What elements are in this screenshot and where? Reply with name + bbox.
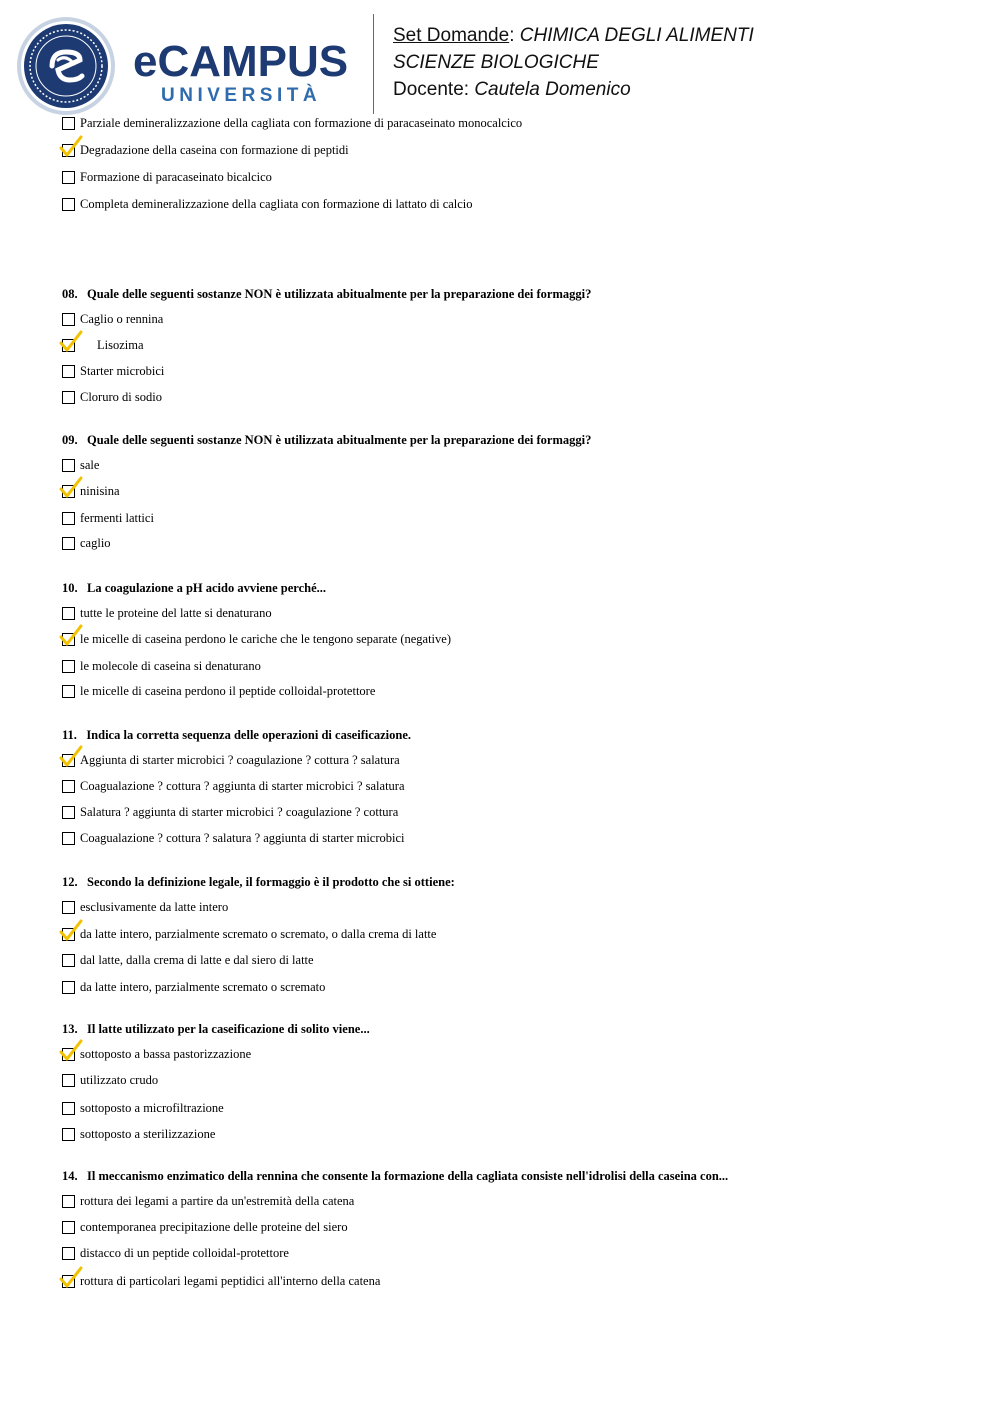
answer-option-text: contemporanea precipitazione delle proteine del siero (80, 1220, 348, 1234)
question-text: Quale delle seguenti sostanze NON è utilizzata abitualmente per la preparazione dei formaggi? (87, 287, 592, 301)
checkbox[interactable] (62, 607, 75, 620)
answer-option-text: ninisina (80, 484, 120, 498)
page-header (0, 0, 1000, 118)
answer-option-text: Completa demineralizzazione della cagliata con formazione di lattato di calcio (80, 197, 473, 211)
checkbox[interactable] (62, 901, 75, 914)
answer-option-text: Coagualazione ? cottura ? salatura ? aggiunta di starter microbici (80, 831, 405, 845)
answer-option-text: Formazione di paracaseinato bicalcico (80, 170, 272, 184)
answer-option-text: rottura di particolari legami peptidici all'interno della catena (80, 1274, 381, 1288)
brand-subtitle: UNIVERSITÀ (161, 85, 322, 106)
answer-option-text: Lisozima (97, 338, 144, 352)
question-title (62, 433, 591, 448)
question-number: 10. (62, 581, 78, 595)
checkbox[interactable] (62, 1221, 75, 1234)
question-text: Secondo la definizione legale, il formaggio è il prodotto che si ottiene: (87, 875, 455, 889)
docente-line (393, 76, 754, 103)
answer-option-text: esclusivamente da latte intero (80, 900, 229, 914)
answer-option-text: le micelle di caseina perdono le cariche che le tengono separate (negative) (80, 632, 451, 646)
question-text: Il meccanismo enzimatico della rennina che consente la formazione della cagliata consiste nell'idrolisi della caseina con... (87, 1169, 729, 1183)
answer-option-text: Aggiunta di starter microbici ? coagulazione ? cottura ? salatura (80, 753, 400, 767)
checkbox[interactable] (62, 537, 75, 550)
question-number: 09. (62, 433, 78, 447)
university-seal-logo (16, 16, 116, 116)
docente-name: Cautela Domenico (474, 79, 631, 100)
checkbox[interactable] (62, 1128, 75, 1141)
brand-wordmark (133, 37, 349, 108)
question-title (62, 1169, 728, 1184)
question-text: La coagulazione a pH acido avviene perché... (87, 581, 326, 595)
checkbox[interactable] (62, 365, 75, 378)
faculty-line (393, 49, 754, 76)
question-title (62, 875, 455, 890)
answer-option-text: sottoposto a sterilizzazione (80, 1127, 216, 1141)
faculty-name: SCIENZE BIOLOGICHE (393, 52, 599, 73)
checkbox[interactable] (62, 512, 75, 525)
answer-option-text: sottoposto a microfiltrazione (80, 1101, 224, 1115)
checkbox[interactable] (62, 685, 75, 698)
question-text: Il latte utilizzato per la caseificazione di solito viene... (87, 1022, 370, 1036)
checkbox[interactable] (62, 806, 75, 819)
answer-option-text: da latte intero, parzialmente scremato o scremato, o dalla crema di latte (80, 927, 437, 941)
answer-option-text: utilizzato crudo (80, 1073, 159, 1087)
answer-option-text: le molecole di caseina si denaturano (80, 659, 261, 673)
answer-option-text: Cloruro di sodio (80, 390, 162, 404)
answer-option-text: sale (80, 458, 100, 472)
checkbox[interactable] (62, 117, 75, 130)
checkbox[interactable] (62, 1074, 75, 1087)
answer-option-text: tutte le proteine del latte si denaturano (80, 606, 272, 620)
answer-option-text: Starter microbici (80, 364, 165, 378)
answer-option-text: da latte intero, parzialmente scremato o scremato (80, 980, 326, 994)
answer-option-text: sottoposto a bassa pastorizzazione (80, 1047, 252, 1061)
checkbox[interactable] (62, 391, 75, 404)
checkbox[interactable] (62, 1195, 75, 1208)
answer-option-text: Parziale demineralizzazione della cagliata con formazione di paracaseinato monocalcico (80, 116, 523, 130)
checkbox[interactable] (62, 313, 75, 326)
set-label: Set Domande (393, 25, 510, 46)
question-text: Quale delle seguenti sostanze NON è utilizzata abitualmente per la preparazione dei formaggi? (87, 433, 592, 447)
answer-option-text: caglio (80, 536, 111, 550)
question-number: 12. (62, 875, 78, 889)
checkbox[interactable] (62, 954, 75, 967)
question-title (62, 728, 411, 743)
answer-option-text: Coagualazione ? cottura ? aggiunta di starter microbici ? salatura (80, 779, 405, 793)
header-divider (373, 14, 374, 114)
checkbox[interactable] (62, 832, 75, 845)
checkbox[interactable] (62, 981, 75, 994)
checkbox[interactable] (62, 171, 75, 184)
answer-option-text: rottura dei legami a partire da un'estremità della catena (80, 1194, 355, 1208)
checkmark-icon (58, 330, 84, 354)
answer-option-text: Salatura ? aggiunta di starter microbici ? coagulazione ? cottura (80, 805, 399, 819)
checkbox[interactable] (62, 1247, 75, 1260)
checkbox[interactable] (62, 660, 75, 673)
question-number: 13. (62, 1022, 78, 1036)
checkbox[interactable] (62, 1102, 75, 1115)
question-title (62, 287, 591, 302)
question-text: Indica la corretta sequenza delle operazioni di caseificazione. (86, 728, 412, 742)
course-line (393, 22, 754, 49)
answer-option-text: le micelle di caseina perdono il peptide colloidal-protettore (80, 684, 376, 698)
course-name: CHIMICA DEGLI ALIMENTI (519, 25, 754, 46)
question-title (62, 581, 326, 596)
course-info (393, 22, 754, 103)
question-number: 14. (62, 1169, 78, 1183)
answer-option-text: distacco di un peptide colloidal-protettore (80, 1246, 289, 1260)
answer-option-text: Degradazione della caseina con formazione di peptidi (80, 143, 349, 157)
checkbox[interactable] (62, 780, 75, 793)
answer-option-text: Caglio o rennina (80, 312, 164, 326)
answer-option-text: fermenti lattici (80, 511, 154, 525)
question-number: 11. (62, 728, 77, 742)
brand-name: eCAMPUS (133, 37, 349, 86)
checkbox[interactable] (62, 459, 75, 472)
set-sep: : (509, 25, 515, 46)
answer-option-text: dal latte, dalla crema di latte e dal siero di latte (80, 953, 314, 967)
question-number: 08. (62, 287, 78, 301)
question-title (62, 1022, 370, 1037)
checkbox[interactable] (62, 198, 75, 211)
docente-label: Docente: (393, 79, 470, 100)
